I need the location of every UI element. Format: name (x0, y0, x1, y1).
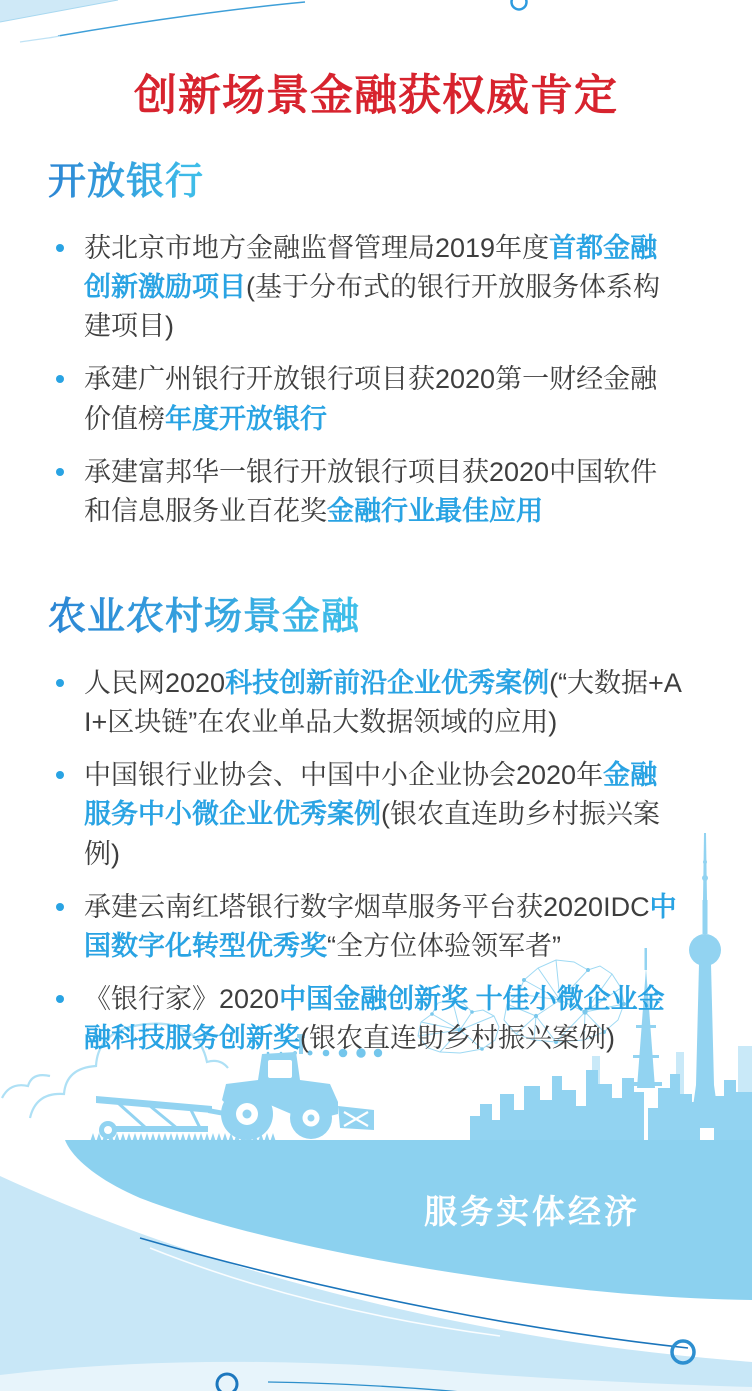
footer-slogan: 服务实体经济 (424, 1193, 640, 1230)
bullet-list (48, 229, 682, 531)
bullet-dot-icon (56, 995, 64, 1003)
bullet-item (48, 664, 682, 742)
top-curve-line-faint (20, 36, 60, 42)
bullet-text: 《银行家》2020 (84, 983, 280, 1014)
bullet-text: 中国银行业协会、中国中小企业协会2020年 (84, 760, 604, 791)
section-heading: 开放银行 (48, 150, 204, 205)
bullet-dot-icon (56, 679, 64, 687)
bullet-dot-icon (56, 903, 64, 911)
top-ring-icon (512, 0, 527, 10)
bullet-text: (基于分布式的银行开放服务体系构建项目) (84, 272, 660, 342)
bullet-text: 人民网2020 (84, 667, 226, 698)
bullet-item (48, 453, 682, 531)
section-heading: 农业农村场景金融 (48, 585, 360, 640)
bullet-text: (银农直连助乡村振兴案例) (84, 799, 660, 869)
harrow-icon (96, 1096, 230, 1139)
bullet-list (48, 664, 682, 1058)
bullet-dot-icon (56, 771, 64, 779)
bullet-item (48, 888, 682, 966)
bullet-dot-icon (56, 244, 64, 252)
bullet-text: “全方位体验领军者” (327, 930, 561, 961)
bullet-text: 承建云南红塔银行数字烟草服务平台获2020IDC (84, 891, 650, 922)
bullet-text: (“大数据+AI+区块链”在农业单品大数据领域的应用) (84, 667, 682, 738)
tv-tower-icon (689, 833, 721, 1128)
bullet-text: 承建富邦华一银行开放银行项目获2020中国软件和信息服务业百花奖 (84, 456, 658, 526)
bullet-dot-icon (56, 468, 64, 476)
award-highlight: 金融服务中小微企业优秀案例 (84, 760, 658, 830)
award-highlight: 金融行业最佳应用 (327, 495, 543, 526)
top-curve-line (58, 2, 305, 36)
page-title: 创新场景金融获权威肯定 (134, 72, 618, 120)
award-highlight: 中国数字化转型优秀奖 (84, 891, 677, 961)
award-highlight: 首都金融创新激励项目 (84, 233, 658, 303)
bullet-text: 承建广州银行开放银行项目获2020第一财经金融价值榜 (84, 364, 658, 434)
bullet-text: (银农直连助乡村振兴案例) (300, 1023, 615, 1054)
bullet-item (48, 229, 682, 346)
award-highlight: 中国金融创新奖 十佳小微企业金融科技服务创新奖 (84, 983, 665, 1054)
bullet-text: 获北京市地方金融监督管理局2019年度 (84, 233, 550, 263)
bullet-item (48, 756, 682, 873)
award-sections (48, 150, 682, 1072)
bullet-item (48, 980, 682, 1058)
award-highlight: 科技创新前沿企业优秀案例 (225, 667, 550, 698)
bullet-item (48, 360, 682, 438)
bullet-dot-icon (56, 375, 64, 383)
award-highlight: 年度开放银行 (165, 403, 327, 434)
